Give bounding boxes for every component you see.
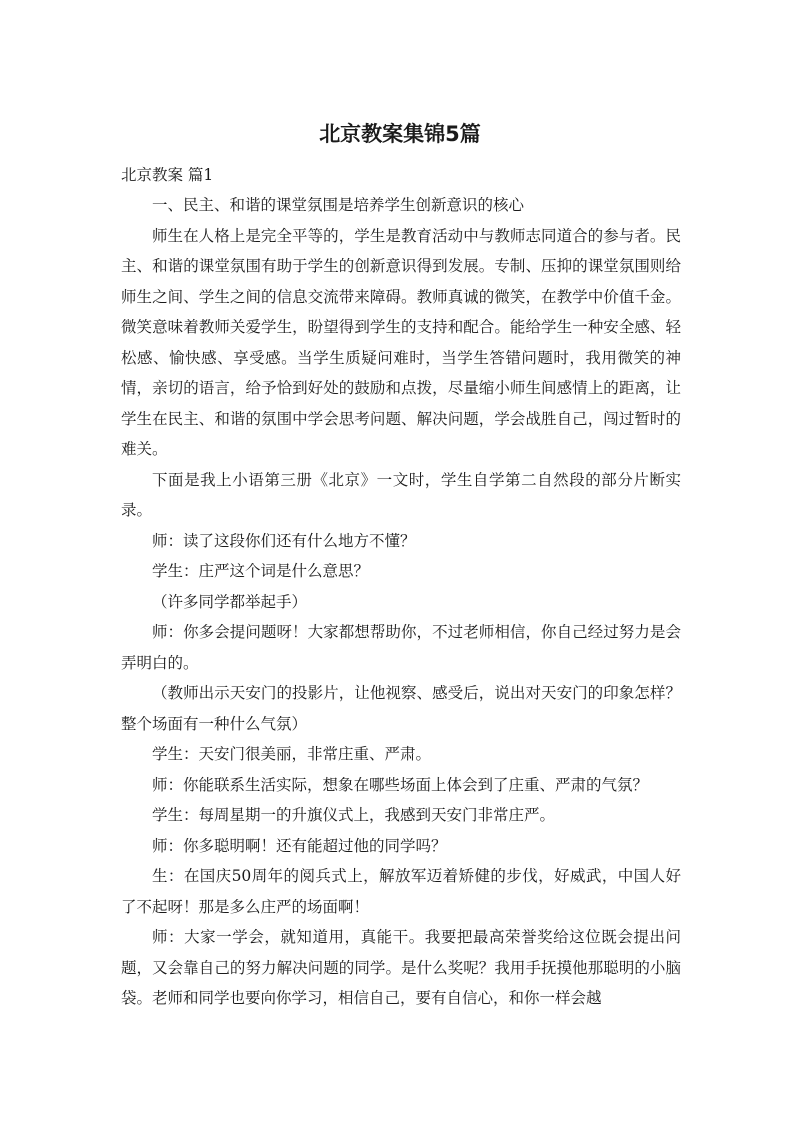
paragraph: 下面是我上小语第三册《北京》一文时，学生自学第二自然段的部分片断实录。 [121, 470, 681, 519]
dialogue-line: 师：你能联系生活实际，想象在哪些场面上体会到了庄重、严肃的气氛？ [152, 775, 649, 794]
stage-note: （许多同学都举起手） [152, 592, 308, 611]
dialogue-line: 学生：每周星期一的升旗仪式上，我感到天安门非常庄严。 [152, 806, 556, 824]
dialogue-line: 师：大家一学会，就知道用，真能干。我要把最高荣誉奖给这位既会提出问题，又会靠自己的努力解决问题的同学。是什么奖呢？我用手抚摸他那聪明的小脑袋。老师和同学也要向你学习，相信自己，要有自信心，和你一样会越 [121, 928, 681, 1007]
document-title: 北京教案集锦5篇 [319, 122, 481, 146]
dialogue-line: 学生：天安门很美丽，非常庄重、严肃。 [152, 745, 432, 763]
dialogue-line: 师：你多聪明啊！还有能超过他的同学吗？ [152, 836, 447, 855]
stage-note: （教师出示天安门的投影片，让他视察、感受后，说出对天安门的印象怎样？整个场面有一种什么气氛） [121, 684, 681, 733]
paragraph-heading-1: 一、民主、和谐的课堂氛围是培养学生创新意识的核心 [152, 196, 525, 214]
document-body [121, 160, 681, 1014]
paragraph: 师生在人格上是完全平等的，学生是教育活动中与教师志同道合的参与者。民主、和谐的课堂氛围有助于学生的创新意识得到发展。专制、压抑的课堂氛围则给师生之间、学生之间的信息交流带来障碍。教师真诚的微笑，在教学中价值千金。微笑意味着教师关爱学生，盼望得到学生的支持和配合。能给学生一种安全感、轻松感、愉快感、享受感。当学生质疑问难时，当学生答错问题时，我用微笑的神情，亲切的语言，给予恰到好处的鼓励和点拨，尽量缩小师生间感情上的距离，让学生在民主、和谐的氛围中学会思考问题、解决问题，学会战胜自己，闯过暂时的难关。 [121, 226, 681, 458]
dialogue-line: 学生：庄严这个词是什么意思？ [152, 562, 370, 580]
dialogue-line: 师：读了这段你们还有什么地方不懂？ [152, 531, 416, 550]
dialogue-line: 师：你多会提问题呀！大家都想帮助你，不过老师相信，你自己经过努力是会弄明白的。 [121, 623, 681, 672]
section-heading: 北京教案 篇1 [121, 166, 214, 184]
dialogue-line: 生：在国庆50周年的阅兵式上，解放军迈着矫健的步伐，好威武，中国人好了不起呀！那是多么庄严的场面啊！ [121, 867, 681, 916]
